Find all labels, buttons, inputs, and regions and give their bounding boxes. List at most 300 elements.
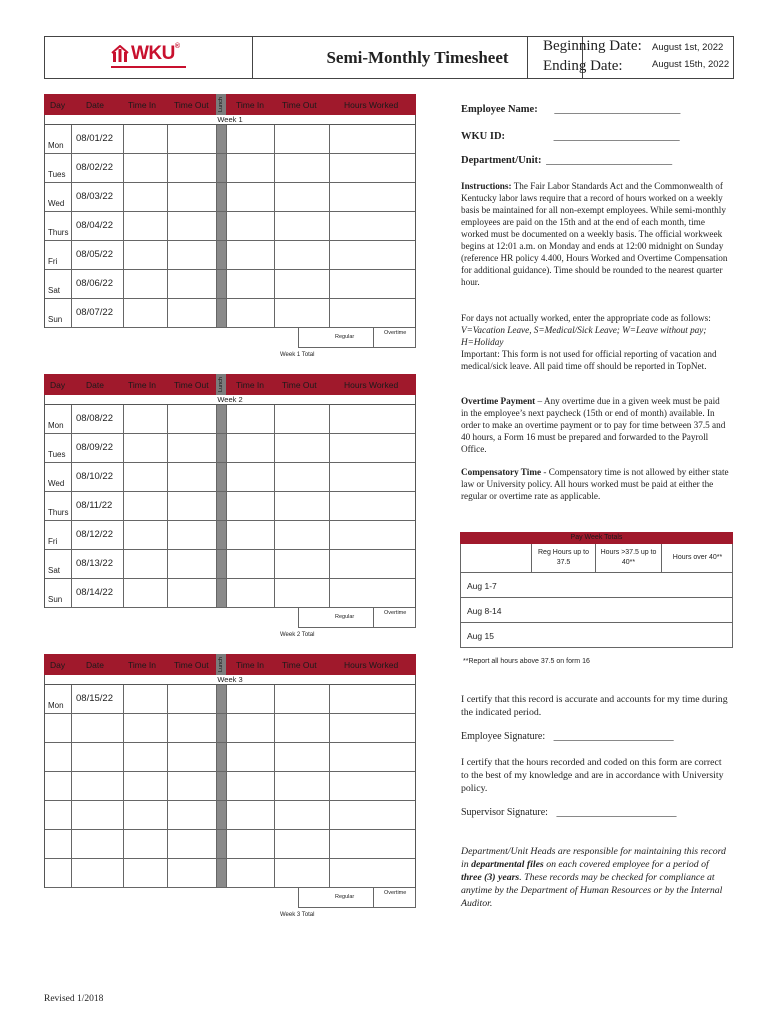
- col-lunch-header: Lunch: [216, 94, 226, 115]
- col-date-header: Date: [86, 100, 104, 110]
- time-in-cell[interactable]: [124, 521, 168, 549]
- time-out-cell[interactable]: [168, 579, 217, 607]
- time-in-2-cell[interactable]: [227, 154, 275, 182]
- time-in-2-cell[interactable]: [227, 241, 275, 269]
- day-label: Wed: [48, 479, 65, 488]
- retention-text-2: on each covered employee for a period of: [546, 859, 709, 870]
- lunch-cell: [217, 405, 227, 433]
- lunch-cell: [217, 463, 227, 491]
- col-date-header: Date: [86, 660, 104, 670]
- hours-over-40-header: Hours over 40**: [661, 544, 733, 572]
- date-cell: [72, 772, 124, 800]
- date-label: 08/08/22: [76, 413, 113, 424]
- lunch-cell: [217, 714, 227, 742]
- pay-week-label: Aug 15: [467, 631, 494, 641]
- comp-time-heading: Compensatory Time: [461, 467, 542, 477]
- table-row: [45, 463, 415, 492]
- date-label: 08/12/22: [76, 529, 113, 540]
- hours-worked-cell[interactable]: [330, 685, 417, 713]
- ending-date-label: Ending Date:: [543, 58, 623, 74]
- time-in-2-cell[interactable]: [227, 270, 275, 298]
- lunch-cell: [217, 125, 227, 153]
- time-out-cell[interactable]: [168, 859, 217, 887]
- week-1-table: [44, 94, 416, 358]
- table-row: [45, 859, 415, 888]
- time-out-2-cell[interactable]: [275, 801, 330, 829]
- hours-worked-cell[interactable]: [330, 743, 417, 771]
- pay-week-row[interactable]: [460, 623, 733, 648]
- comp-time-text: - Compensatory time is not allowed by either state law or University policy. All hours worked must be paid at either the regular or overtime rate as applicable.: [461, 467, 729, 501]
- day-label: Sat: [48, 286, 61, 295]
- date-label: 08/13/22: [76, 558, 113, 569]
- lunch-cell: [217, 743, 227, 771]
- col-day-header: Day: [50, 660, 66, 670]
- day-label: Tues: [48, 170, 66, 179]
- time-out-cell[interactable]: [168, 830, 217, 858]
- week-label: Week 3: [44, 675, 416, 685]
- time-in-cell[interactable]: [124, 154, 168, 182]
- table-row: [45, 241, 415, 270]
- time-out-2-cell[interactable]: [275, 463, 330, 491]
- time-out-cell[interactable]: [168, 299, 217, 327]
- time-out-2-cell[interactable]: [275, 714, 330, 742]
- day-label: Thurs: [48, 228, 69, 237]
- col-time-out-header: Time Out: [174, 660, 209, 670]
- date-label: 08/05/22: [76, 249, 113, 260]
- time-in-cell[interactable]: [124, 125, 168, 153]
- date-label: 08/15/22: [76, 693, 113, 704]
- day-label: Wed: [48, 199, 65, 208]
- week-total-label: Week 2 Total: [280, 632, 315, 638]
- hours-worked-cell[interactable]: [330, 801, 417, 829]
- time-out-2-cell[interactable]: [275, 492, 330, 520]
- time-out-2-cell[interactable]: [275, 434, 330, 462]
- time-out-2-cell[interactable]: [275, 212, 330, 240]
- beginning-date-value[interactable]: August 1st, 2022: [652, 42, 724, 53]
- hours-37-40-header: Hours >37.5 up to 40**: [595, 544, 661, 572]
- col-day-header: Day: [50, 380, 66, 390]
- table-row: [45, 183, 415, 212]
- totals-box[interactable]: [298, 608, 416, 628]
- leave-codes-paragraph: [461, 312, 729, 372]
- logo-text: WKU®: [131, 43, 180, 64]
- day-label: Mon: [48, 421, 64, 430]
- date-label: 08/04/22: [76, 220, 113, 231]
- time-in-2-cell[interactable]: [227, 859, 275, 887]
- employee-name-label: Employee Name:: [461, 104, 538, 115]
- col-hours-worked-header: Hours Worked: [344, 380, 399, 390]
- revised-date: Revised 1/2018: [44, 994, 104, 1004]
- table-row: [45, 743, 415, 772]
- date-label: 08/07/22: [76, 307, 113, 318]
- overtime-text: – Any overtime due in a given week must be paid in the employee’s next paycheck (15th or end of month) available. In order to make an overtime payment or to pay for time between 37.5 and 40 hours, a Form 16 must be prepared and forwarded to the Payroll Office.: [461, 396, 726, 454]
- time-out-cell[interactable]: [168, 463, 217, 491]
- lunch-cell: [217, 270, 227, 298]
- week-label: Week 1: [44, 115, 416, 125]
- instructions-text: The Fair Labor Standards Act and the Commonwealth of Kentucky labor laws require that a record of hours worked on a weekly basis be maintained for all non-exempt employees. While semi-monthly employees are paid on the 15th and at the end of each month, time worked must be documented on a weekly basis. The official workweek begins at 12:01 a.m. on Monday and ends at 12:00 midnight on Sunday (reference HR policy 4.400, Hours Worked and Overtime Compensation for additional guidance). Time should be rounded to the nearest quarter hour.: [461, 181, 728, 287]
- retention-notice: [461, 845, 729, 910]
- week-2-table: [44, 374, 416, 638]
- lunch-cell: [217, 772, 227, 800]
- week-totals-row: [44, 888, 416, 908]
- leave-codes: V=Vacation Leave, S=Medical/Sick Leave; W=Leave without pay; H=Holiday: [461, 325, 707, 347]
- day-cell: [45, 772, 72, 800]
- time-in-2-cell[interactable]: [227, 125, 275, 153]
- employee-signature-label: Employee Signature:: [461, 731, 546, 742]
- hours-worked-cell[interactable]: [330, 550, 417, 578]
- overtime-total-label: Overtime: [384, 890, 407, 896]
- department-label: Department/Unit:: [461, 155, 542, 166]
- time-in-cell[interactable]: [124, 270, 168, 298]
- lunch-cell: [217, 154, 227, 182]
- supervisor-certify-text: I certify that the hours recorded and coded on this form are correct to the best of my knowledge and are in accordance with University policy.: [461, 757, 724, 794]
- ending-date-value[interactable]: August 15th, 2022: [652, 59, 730, 70]
- day-cell: [45, 743, 72, 771]
- time-in-2-cell[interactable]: [227, 550, 275, 578]
- lunch-cell: [217, 830, 227, 858]
- day-label: Sat: [48, 566, 61, 575]
- hours-worked-cell[interactable]: [330, 434, 417, 462]
- time-out-cell[interactable]: [168, 405, 217, 433]
- week-rows: [44, 405, 416, 608]
- col-hours-worked-header: Hours Worked: [344, 660, 399, 670]
- date-cell: [72, 859, 124, 887]
- week-total-label: Week 3 Total: [280, 912, 315, 918]
- time-out-2-cell[interactable]: [275, 743, 330, 771]
- hours-worked-cell[interactable]: [330, 125, 417, 153]
- time-out-2-cell[interactable]: [275, 125, 330, 153]
- supervisor-signature-label: Supervisor Signature:: [461, 807, 548, 818]
- hours-worked-cell[interactable]: [330, 859, 417, 887]
- col-time-in-header: Time In: [128, 380, 157, 390]
- table-row: [45, 299, 415, 328]
- instructions-heading: Instructions:: [461, 181, 512, 191]
- time-out-2-cell[interactable]: [275, 859, 330, 887]
- time-out-2-cell[interactable]: [275, 772, 330, 800]
- week-3-table: [44, 654, 416, 918]
- week-header-row: [44, 94, 416, 115]
- supervisor-signature-line[interactable]: ________________________: [556, 807, 677, 818]
- time-in-2-cell[interactable]: [227, 212, 275, 240]
- hours-worked-cell[interactable]: [330, 212, 417, 240]
- day-label: Fri: [48, 537, 58, 546]
- time-in-cell[interactable]: [124, 714, 168, 742]
- important-note: Important: This form is not used for official reporting of vacation and medical/sick leave. All paid time off should be reported in TopNet.: [461, 349, 717, 371]
- time-in-2-cell[interactable]: [227, 492, 275, 520]
- table-row: [45, 801, 415, 830]
- logo-underline: [111, 66, 186, 68]
- lunch-cell: [217, 859, 227, 887]
- overtime-total-label: Overtime: [384, 330, 407, 336]
- time-in-2-cell[interactable]: [227, 434, 275, 462]
- date-cell: [72, 714, 124, 742]
- day-label: Sun: [48, 595, 63, 604]
- time-in-cell[interactable]: [124, 463, 168, 491]
- pay-week-header-row: [460, 544, 733, 573]
- time-in-cell[interactable]: [124, 772, 168, 800]
- pay-week-label: Aug 1-7: [467, 581, 497, 591]
- hours-worked-cell[interactable]: [330, 299, 417, 327]
- col-time-in-2-header: Time In: [236, 100, 265, 110]
- col-time-out-2-header: Time Out: [282, 660, 317, 670]
- table-row: [45, 830, 415, 859]
- reg-hours-header: Reg Hours up to 37.5: [531, 544, 595, 572]
- totals-box[interactable]: [298, 328, 416, 348]
- date-label: 08/09/22: [76, 442, 113, 453]
- time-out-cell[interactable]: [168, 125, 217, 153]
- date-cell: [72, 830, 124, 858]
- time-out-cell[interactable]: [168, 743, 217, 771]
- col-time-in-2-header: Time In: [236, 660, 265, 670]
- time-in-cell[interactable]: [124, 212, 168, 240]
- time-in-2-cell[interactable]: [227, 685, 275, 713]
- time-in-2-cell[interactable]: [227, 299, 275, 327]
- beginning-date-label: Beginning Date:: [543, 38, 642, 54]
- time-out-cell[interactable]: [168, 183, 217, 211]
- wku-cupola-icon: [111, 45, 129, 63]
- time-in-cell[interactable]: [124, 801, 168, 829]
- time-in-cell[interactable]: [124, 830, 168, 858]
- time-out-cell[interactable]: [168, 492, 217, 520]
- day-label: Thurs: [48, 508, 69, 517]
- table-row: [45, 154, 415, 183]
- time-out-cell[interactable]: [168, 212, 217, 240]
- time-in-cell[interactable]: [124, 579, 168, 607]
- hours-worked-cell[interactable]: [330, 463, 417, 491]
- time-in-2-cell[interactable]: [227, 772, 275, 800]
- date-cell: [72, 743, 124, 771]
- retention-text-1: Department/Unit Heads are responsible for maintaining this record in: [461, 846, 726, 870]
- week-rows: [44, 685, 416, 888]
- hours-worked-cell[interactable]: [330, 492, 417, 520]
- col-time-in-header: Time In: [128, 660, 157, 670]
- lunch-cell: [217, 241, 227, 269]
- lunch-cell: [217, 299, 227, 327]
- lunch-cell: [217, 434, 227, 462]
- col-day-header: Day: [50, 100, 66, 110]
- week-rows: [44, 125, 416, 328]
- wku-id-line[interactable]: ________________________: [553, 131, 680, 142]
- time-in-cell[interactable]: [124, 434, 168, 462]
- col-lunch-header: Lunch: [216, 374, 226, 395]
- wku-id-label: WKU ID:: [461, 131, 506, 142]
- week-header-row: [44, 654, 416, 675]
- time-in-cell[interactable]: [124, 685, 168, 713]
- time-in-cell[interactable]: [124, 183, 168, 211]
- retention-text-3: . These records may be checked for compliance at anytime by the Department of Human Resources or by the Internal Auditor.: [461, 872, 723, 909]
- pay-week-totals-table: [460, 532, 733, 648]
- day-cell: [45, 830, 72, 858]
- table-row: [45, 270, 415, 299]
- form16-note: **Report all hours above 37.5 on form 16: [463, 658, 590, 665]
- col-time-out-2-header: Time Out: [282, 100, 317, 110]
- date-label: 08/03/22: [76, 191, 113, 202]
- totals-box[interactable]: [298, 888, 416, 908]
- employee-certify-text: I certify that this record is accurate and accounts for my time during the indicated period.: [461, 694, 728, 718]
- day-label: Sun: [48, 315, 63, 324]
- day-label: Tues: [48, 450, 66, 459]
- hours-worked-cell[interactable]: [330, 714, 417, 742]
- instructions-paragraph: [461, 180, 729, 288]
- wku-id-field[interactable]: [461, 131, 680, 142]
- col-time-out-2-header: Time Out: [282, 380, 317, 390]
- pay-week-row[interactable]: [460, 573, 733, 598]
- overtime-total-label: Overtime: [384, 610, 407, 616]
- col-time-in-header: Time In: [128, 100, 157, 110]
- hours-worked-cell[interactable]: [330, 241, 417, 269]
- table-row: [45, 685, 415, 714]
- date-cell: [72, 801, 124, 829]
- table-row: [45, 125, 415, 154]
- time-in-cell[interactable]: [124, 550, 168, 578]
- regular-total-label: Regular: [335, 614, 355, 620]
- time-out-2-cell[interactable]: [275, 579, 330, 607]
- wku-logo: [45, 37, 253, 78]
- leave-codes-prefix: For days not actually worked, enter the appropriate code as follows:: [461, 313, 711, 323]
- col-lunch-header: Lunch: [216, 654, 226, 675]
- pay-week-totals-title: Pay Week Totals: [460, 532, 733, 544]
- time-in-2-cell[interactable]: [227, 801, 275, 829]
- department-line[interactable]: ________________________: [546, 155, 673, 166]
- table-row: [45, 434, 415, 463]
- lunch-cell: [217, 521, 227, 549]
- lunch-cell: [217, 685, 227, 713]
- table-row: [45, 405, 415, 434]
- hours-worked-cell[interactable]: [330, 772, 417, 800]
- overtime-heading: Overtime Payment: [461, 396, 536, 406]
- time-in-2-cell[interactable]: [227, 521, 275, 549]
- table-row: [45, 550, 415, 579]
- time-out-cell[interactable]: [168, 154, 217, 182]
- overtime-paragraph: [461, 395, 729, 455]
- employee-signature-field[interactable]: [461, 731, 674, 743]
- regular-total-label: Regular: [335, 894, 355, 900]
- comp-time-paragraph: [461, 466, 729, 502]
- retention-bold-1: departmental files: [471, 859, 544, 870]
- week-totals-row: [44, 328, 416, 348]
- time-out-2-cell[interactable]: [275, 183, 330, 211]
- time-out-cell[interactable]: [168, 714, 217, 742]
- day-cell: [45, 801, 72, 829]
- table-row: [45, 772, 415, 801]
- time-out-2-cell[interactable]: [275, 521, 330, 549]
- hours-worked-cell[interactable]: [330, 154, 417, 182]
- time-out-2-cell[interactable]: [275, 299, 330, 327]
- regular-total-label: Regular: [335, 334, 355, 340]
- page-title: Semi-Monthly Timesheet: [253, 37, 583, 78]
- time-out-cell[interactable]: [168, 685, 217, 713]
- hours-worked-cell[interactable]: [330, 183, 417, 211]
- time-out-2-cell[interactable]: [275, 685, 330, 713]
- table-row: [45, 521, 415, 550]
- date-label: 08/01/22: [76, 133, 113, 144]
- week-label: Week 2: [44, 395, 416, 405]
- hours-worked-cell[interactable]: [330, 579, 417, 607]
- date-label: 08/02/22: [76, 162, 113, 173]
- week-total-label: Week 1 Total: [280, 352, 315, 358]
- time-out-cell[interactable]: [168, 241, 217, 269]
- time-out-cell[interactable]: [168, 270, 217, 298]
- lunch-cell: [217, 550, 227, 578]
- day-cell: [45, 859, 72, 887]
- col-date-header: Date: [86, 380, 104, 390]
- day-label: Fri: [48, 257, 58, 266]
- table-row: [45, 492, 415, 521]
- col-time-out-header: Time Out: [174, 380, 209, 390]
- lunch-cell: [217, 183, 227, 211]
- time-in-2-cell[interactable]: [227, 714, 275, 742]
- totals-divider: [373, 328, 374, 348]
- employee-name-field[interactable]: [461, 104, 680, 115]
- day-label: Mon: [48, 141, 64, 150]
- time-out-2-cell[interactable]: [275, 270, 330, 298]
- week-header-row: [44, 374, 416, 395]
- time-out-cell[interactable]: [168, 550, 217, 578]
- time-in-2-cell[interactable]: [227, 405, 275, 433]
- time-in-2-cell[interactable]: [227, 579, 275, 607]
- time-in-2-cell[interactable]: [227, 463, 275, 491]
- totals-divider: [373, 608, 374, 628]
- col-hours-worked-header: Hours Worked: [344, 100, 399, 110]
- time-in-2-cell[interactable]: [227, 743, 275, 771]
- time-in-cell[interactable]: [124, 405, 168, 433]
- time-out-cell[interactable]: [168, 801, 217, 829]
- time-in-2-cell[interactable]: [227, 830, 275, 858]
- time-in-cell[interactable]: [124, 859, 168, 887]
- hours-worked-cell[interactable]: [330, 270, 417, 298]
- time-out-cell[interactable]: [168, 434, 217, 462]
- hours-worked-cell[interactable]: [330, 405, 417, 433]
- day-cell: [45, 714, 72, 742]
- lunch-cell: [217, 579, 227, 607]
- time-in-cell[interactable]: [124, 299, 168, 327]
- time-out-2-cell[interactable]: [275, 154, 330, 182]
- time-out-cell[interactable]: [168, 521, 217, 549]
- col-time-in-2-header: Time In: [236, 380, 265, 390]
- time-in-cell[interactable]: [124, 743, 168, 771]
- table-row: [45, 714, 415, 743]
- date-label: 08/11/22: [76, 500, 113, 511]
- pay-week-label: Aug 8-14: [467, 606, 502, 616]
- col-time-out-header: Time Out: [174, 100, 209, 110]
- day-label: Mon: [48, 701, 64, 710]
- time-in-cell[interactable]: [124, 241, 168, 269]
- retention-bold-2: three (3) years: [461, 872, 520, 883]
- table-row: [45, 579, 415, 608]
- time-in-cell[interactable]: [124, 492, 168, 520]
- pay-week-row[interactable]: [460, 598, 733, 623]
- lunch-cell: [217, 801, 227, 829]
- time-out-2-cell[interactable]: [275, 241, 330, 269]
- week-totals-row: [44, 608, 416, 628]
- hours-worked-cell[interactable]: [330, 830, 417, 858]
- time-out-2-cell[interactable]: [275, 405, 330, 433]
- time-out-2-cell[interactable]: [275, 830, 330, 858]
- department-field[interactable]: [461, 155, 672, 166]
- lunch-cell: [217, 492, 227, 520]
- employee-signature-line[interactable]: ________________________: [553, 731, 674, 742]
- employee-name-line[interactable]: ________________________: [554, 104, 681, 115]
- time-out-2-cell[interactable]: [275, 550, 330, 578]
- table-row: [45, 212, 415, 241]
- time-in-2-cell[interactable]: [227, 183, 275, 211]
- hours-worked-cell[interactable]: [330, 521, 417, 549]
- date-label: 08/14/22: [76, 587, 113, 598]
- supervisor-signature-field[interactable]: [461, 807, 676, 819]
- totals-divider: [373, 888, 374, 908]
- time-out-cell[interactable]: [168, 772, 217, 800]
- date-label: 08/10/22: [76, 471, 113, 482]
